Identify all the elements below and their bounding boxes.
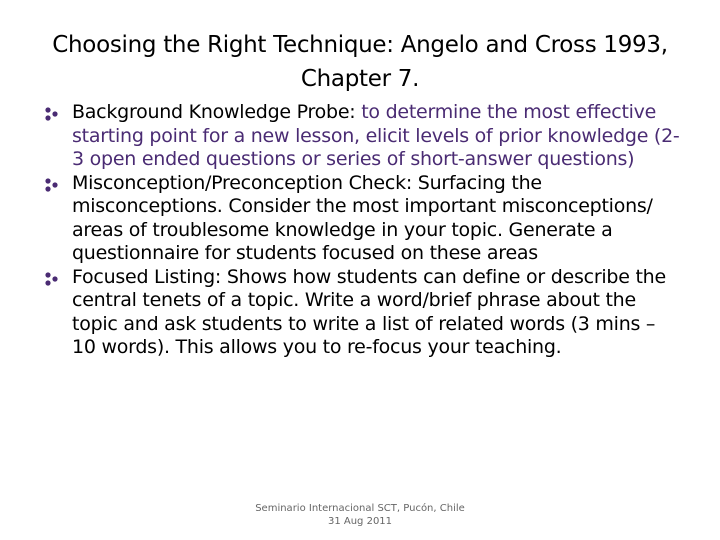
- bullet-item-misconception-check: [44, 172, 684, 266]
- bullet-text: Surfacing the misconceptions. Consider the most important misconceptions/ areas of troublesome knowledge in your topic. Generate a questionnaire for students focused on these areas: [72, 171, 653, 264]
- footer-date: 31 Aug 2011: [327, 516, 393, 527]
- bullet-icon: [44, 270, 66, 286]
- bullet-item-focused-listing: [44, 266, 684, 360]
- slide-footer: [240, 502, 480, 528]
- bullet-text: Shows how students can define or describe the central tenets of a topic. Write a word/brief phrase about the topic and ask students to write a list of related words (3 mins – 10 words). This allows you to re-focus your teaching.: [72, 265, 666, 358]
- bullet-text: to determine the most effective starting point for a new lesson, elicit levels of prior knowledge (2-3 open ended questions or series of short-answer questions): [72, 101, 680, 170]
- bullet-label: Focused Listing:: [72, 265, 227, 288]
- footer-event: Seminario Internacional SCT, Pucón, Chile: [255, 503, 465, 514]
- bullet-label: Misconception/Preconception Check:: [72, 171, 418, 194]
- bullet-label: Background Knowledge Probe:: [72, 101, 362, 123]
- bullet-icon: [44, 176, 66, 192]
- slide-title: Choosing the Right Technique: Angelo and Cross 1993, Chapter 7.: [52, 32, 668, 92]
- bullet-icon: [44, 105, 66, 121]
- bullet-list: [44, 101, 684, 360]
- bullet-item-background-knowledge-probe: [44, 101, 684, 172]
